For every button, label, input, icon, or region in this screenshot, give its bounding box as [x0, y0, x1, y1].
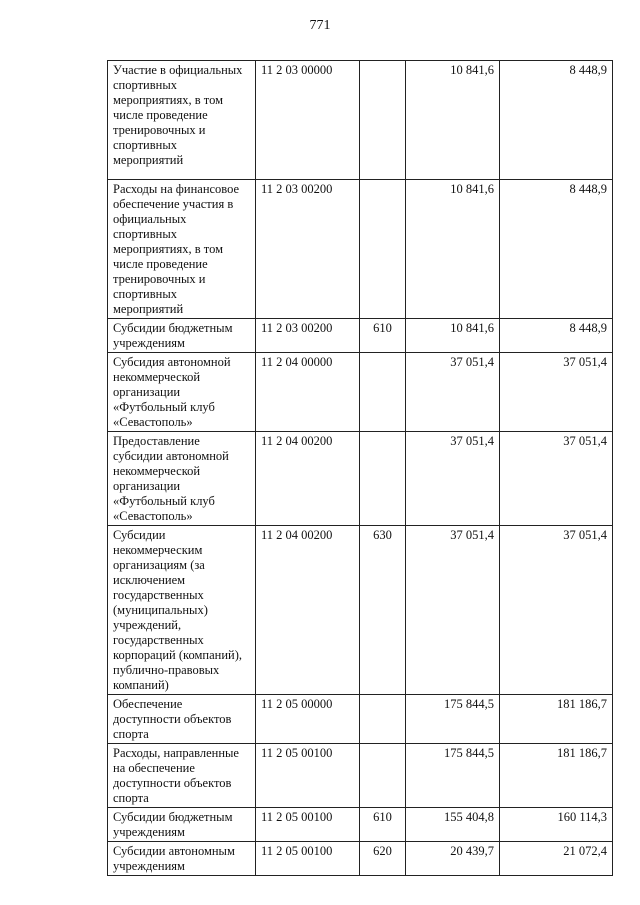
- table-row: [108, 353, 613, 432]
- row-name: Субсидии автономным учреждениям: [108, 842, 256, 876]
- row-amount-year1: 37 051,4: [406, 526, 500, 695]
- table-row: [108, 808, 613, 842]
- row-code: 11 2 03 00200: [256, 319, 360, 353]
- table-row: [108, 61, 613, 180]
- row-amount-year1: 175 844,5: [406, 744, 500, 808]
- table-row: [108, 744, 613, 808]
- row-amount-year2: 181 186,7: [500, 744, 613, 808]
- row-amount-year2: 8 448,9: [500, 61, 613, 180]
- table-row: [108, 526, 613, 695]
- row-expense-type: 610: [360, 319, 406, 353]
- row-code: 11 2 05 00000: [256, 695, 360, 744]
- row-code: 11 2 04 00200: [256, 432, 360, 526]
- budget-table: [107, 60, 613, 876]
- table-row: [108, 319, 613, 353]
- row-code: 11 2 05 00100: [256, 744, 360, 808]
- row-code: 11 2 05 00100: [256, 808, 360, 842]
- row-expense-type: [360, 180, 406, 319]
- row-code: 11 2 04 00000: [256, 353, 360, 432]
- row-amount-year1: 155 404,8: [406, 808, 500, 842]
- row-amount-year2: 181 186,7: [500, 695, 613, 744]
- table-body: [108, 61, 613, 876]
- row-expense-type: [360, 61, 406, 180]
- row-name: Расходы, направленные на обеспечение доступности объектов спорта: [108, 744, 256, 808]
- row-amount-year2: 8 448,9: [500, 319, 613, 353]
- table-row: [108, 180, 613, 319]
- page-number: 771: [309, 18, 331, 33]
- row-expense-type: 610: [360, 808, 406, 842]
- row-name: Субсидии бюджетным учреждениям: [108, 808, 256, 842]
- row-amount-year1: 10 841,6: [406, 319, 500, 353]
- row-expense-type: [360, 695, 406, 744]
- row-code: 11 2 03 00200: [256, 180, 360, 319]
- row-name: Субсидии бюджетным учреждениям: [108, 319, 256, 353]
- row-amount-year2: 21 072,4: [500, 842, 613, 876]
- row-name: Расходы на финансовое обеспечение участия в официальных спортивных мероприятиях, в том числе проведение тренировочных и спортивных мероприятий: [108, 180, 256, 319]
- row-expense-type: 620: [360, 842, 406, 876]
- row-name: Участие в официальных спортивных мероприятиях, в том числе проведение тренировочных и спортивных мероприятий: [108, 61, 256, 180]
- row-amount-year2: 37 051,4: [500, 353, 613, 432]
- table-row: [108, 842, 613, 876]
- row-amount-year2: 37 051,4: [500, 526, 613, 695]
- row-name: Субсидия автономной некоммерческой организации «Футбольный клуб «Севастополь»: [108, 353, 256, 432]
- table-row: [108, 695, 613, 744]
- row-expense-type: [360, 744, 406, 808]
- row-amount-year1: 37 051,4: [406, 353, 500, 432]
- row-code: 11 2 05 00100: [256, 842, 360, 876]
- row-amount-year1: 175 844,5: [406, 695, 500, 744]
- row-name: Предоставление субсидии автономной некоммерческой организации «Футбольный клуб «Севастополь»: [108, 432, 256, 526]
- row-amount-year2: 8 448,9: [500, 180, 613, 319]
- table-row: [108, 432, 613, 526]
- row-amount-year1: 10 841,6: [406, 61, 500, 180]
- row-expense-type: [360, 353, 406, 432]
- row-amount-year2: 160 114,3: [500, 808, 613, 842]
- row-code: 11 2 03 00000: [256, 61, 360, 180]
- row-code: 11 2 04 00200: [256, 526, 360, 695]
- row-name: Обеспечение доступности объектов спорта: [108, 695, 256, 744]
- row-name: Субсидии некоммерческим организациям (за исключением государственных (муниципальных) учреждений, государственных корпораций (компаний), публично-правовых компаний): [108, 526, 256, 695]
- row-amount-year1: 20 439,7: [406, 842, 500, 876]
- row-expense-type: [360, 432, 406, 526]
- row-amount-year1: 37 051,4: [406, 432, 500, 526]
- row-amount-year1: 10 841,6: [406, 180, 500, 319]
- row-expense-type: 630: [360, 526, 406, 695]
- row-amount-year2: 37 051,4: [500, 432, 613, 526]
